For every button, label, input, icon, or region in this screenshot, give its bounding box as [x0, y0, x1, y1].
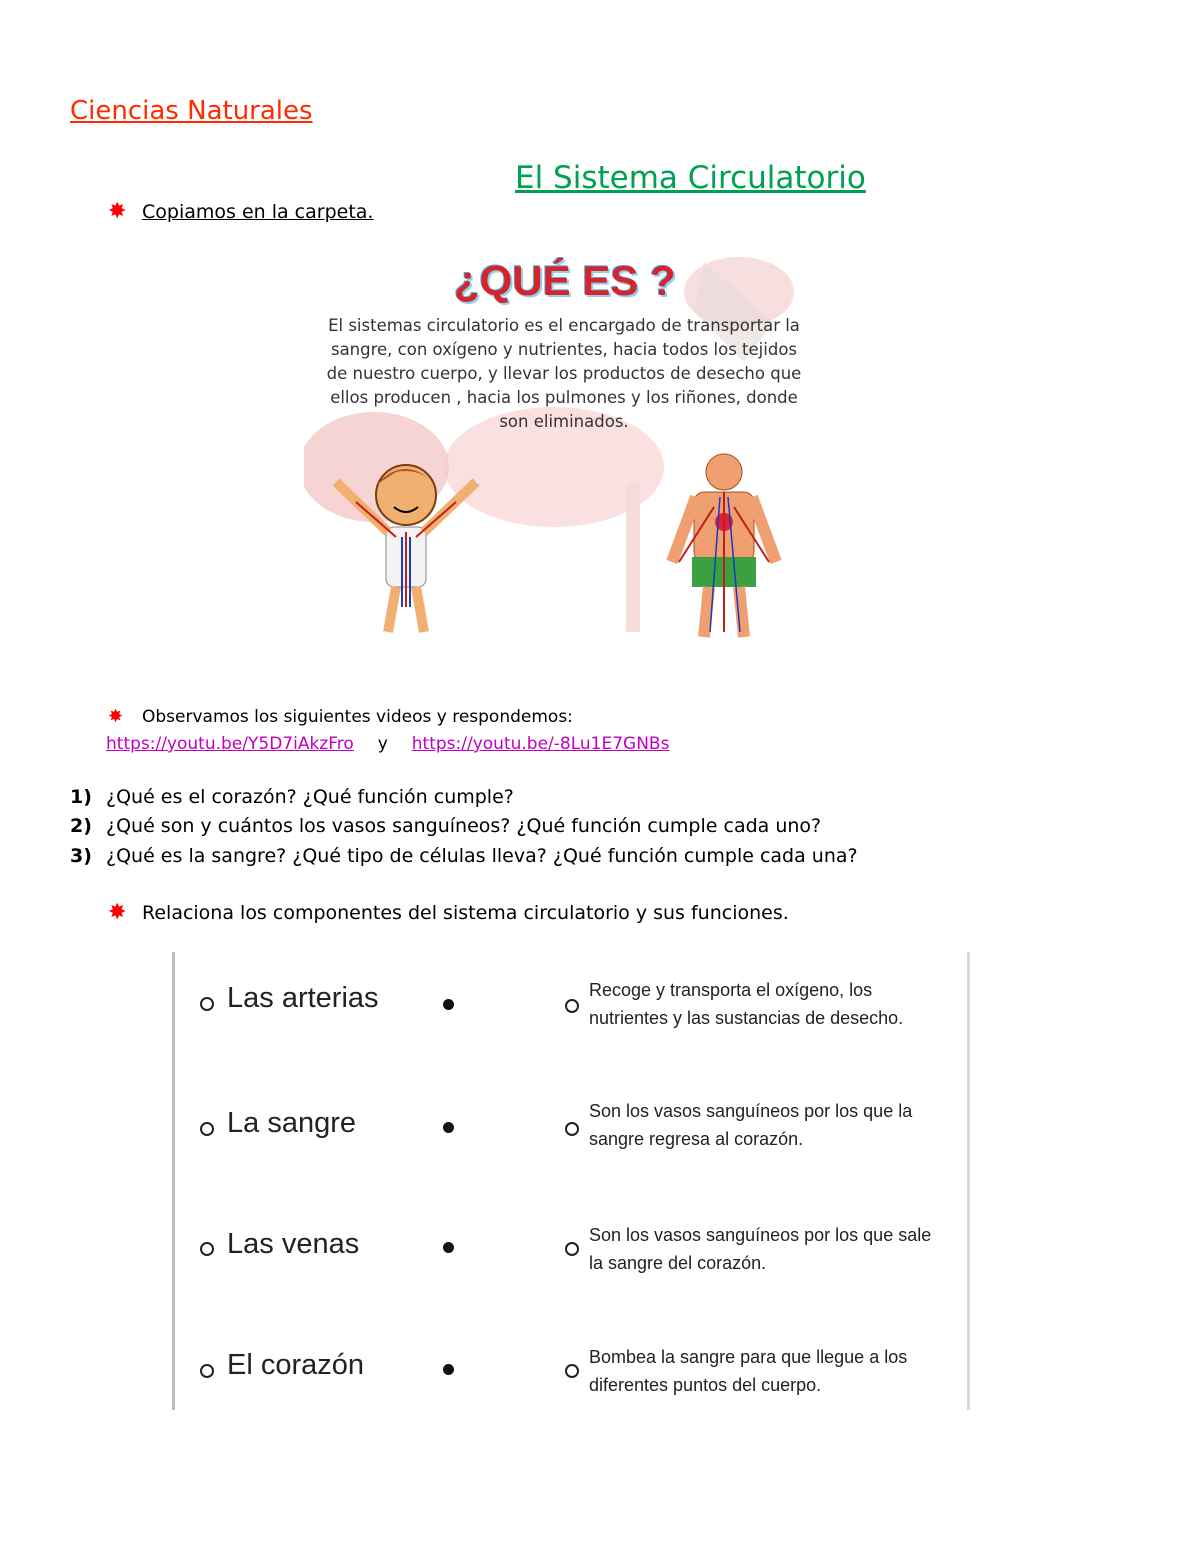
definition-circle-icon[interactable]: [565, 1122, 579, 1136]
matching-exercise: [172, 952, 970, 1410]
question-3: [70, 845, 858, 867]
child-circulatory-illustration: [326, 457, 486, 637]
observe-instruction-text: Observamos los siguientes videos y respondemos:: [142, 707, 573, 727]
star-bullet-icon: ✸: [108, 706, 124, 727]
question-text: ¿Qué son y cuántos los vasos sanguíneos? ¿Qué función cumple cada uno?: [106, 815, 822, 837]
matching-term: La sangre: [227, 1107, 356, 1139]
body-circulatory-illustration: [654, 452, 794, 642]
connector-dot[interactable]: [443, 1364, 454, 1375]
question-2: [70, 815, 821, 837]
definition-circle-icon[interactable]: [565, 1242, 579, 1256]
question-text: ¿Qué es la sangre? ¿Qué tipo de células lleva? ¿Qué función cumple cada una?: [106, 845, 858, 867]
subject-heading: Ciencias Naturales: [70, 96, 313, 126]
what-is-infographic: [304, 252, 804, 642]
term-circle-icon: [200, 1242, 214, 1256]
relate-instruction: [108, 900, 789, 925]
infographic-text: El sistemas circulatorio es el encargado de transportar la sangre, con oxígeno y nutrientes, hacia todos los tejidos de nuestro cuerpo, y llevar los productos de desecho que ellos producen , hacia los pulmones y los riñones, donde son eliminados.: [326, 316, 802, 431]
infographic-heading: ¿QUÉ ES ?: [454, 257, 676, 304]
video-link-1[interactable]: https://youtu.be/Y5D7iAkzFro: [106, 734, 354, 754]
matching-definition: Son los vasos sanguíneos por los que la sangre regresa al corazón.: [589, 1101, 913, 1149]
matching-term: Las venas: [227, 1228, 360, 1260]
term-circle-icon: [200, 1364, 214, 1378]
star-bullet-icon: ✸: [108, 199, 127, 224]
matching-term: El corazón: [227, 1349, 365, 1381]
link-connector: y: [377, 734, 388, 754]
matching-definition: Son los vasos sanguíneos por los que sale la sangre del corazón.: [589, 1225, 932, 1273]
question-1: [70, 786, 514, 808]
definition-circle-icon[interactable]: [565, 999, 579, 1013]
question-text: ¿Qué es el corazón? ¿Qué función cumple?: [106, 786, 514, 808]
observe-instruction: [108, 706, 573, 727]
definition-circle-icon[interactable]: [565, 1364, 579, 1378]
term-circle-icon: [200, 1122, 214, 1136]
star-bullet-icon: ✸: [108, 900, 127, 925]
page-title: El Sistema Circulatorio: [515, 160, 866, 196]
term-circle-icon: [200, 997, 214, 1011]
question-number: 2): [70, 815, 92, 837]
matching-definition: Bombea la sangre para que llegue a los diferentes puntos del cuerpo.: [589, 1347, 908, 1395]
matching-definition: Recoge y transporta el oxígeno, los nutrientes y las sustancias de desecho.: [589, 980, 904, 1028]
connector-dot[interactable]: [443, 999, 454, 1010]
copy-instruction-text: Copiamos en la carpeta.: [142, 201, 374, 223]
question-number: 3): [70, 845, 92, 867]
matching-term: Las arterias: [227, 982, 379, 1014]
video-links: [106, 734, 669, 754]
copy-instruction: [108, 199, 373, 224]
question-number: 1): [70, 786, 92, 808]
connector-dot[interactable]: [443, 1122, 454, 1133]
relate-instruction-text: Relaciona los componentes del sistema circulatorio y sus funciones.: [142, 902, 789, 924]
connector-dot[interactable]: [443, 1242, 454, 1253]
video-link-2[interactable]: https://youtu.be/-8Lu1E7GNBs: [411, 734, 670, 754]
